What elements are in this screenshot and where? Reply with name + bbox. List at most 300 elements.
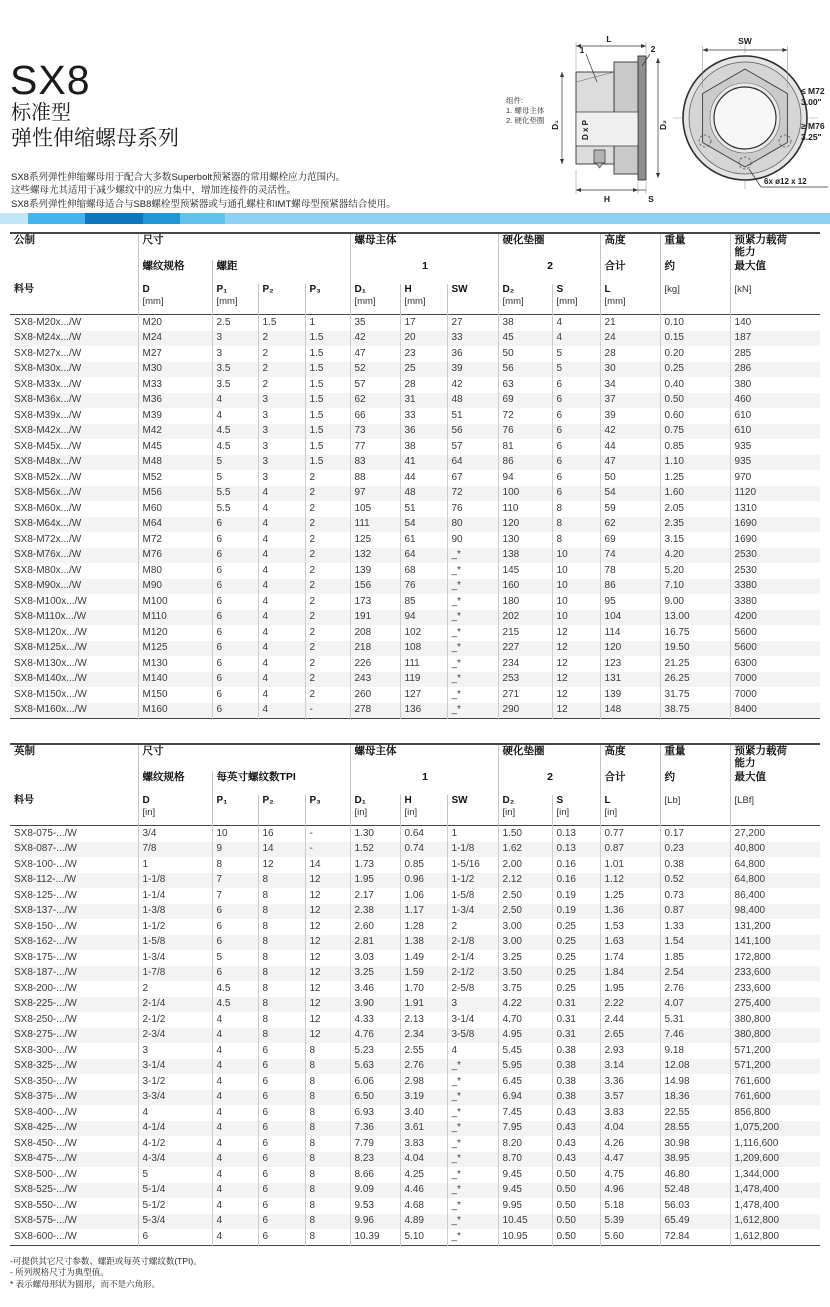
part-number-cell: SX8-450-.../W <box>14 1137 77 1149</box>
value-cell: 9.00 <box>660 594 730 610</box>
value-cell: 6 <box>552 455 600 471</box>
value-cell: 3.5 <box>212 362 258 378</box>
part-number-cell: SX8-M120x.../W <box>14 626 87 638</box>
value-cell: 2.98 <box>400 1074 447 1090</box>
table-row <box>10 362 820 378</box>
value-cell: 9.95 <box>498 1198 552 1214</box>
value-cell: 1-1/4 <box>138 888 212 904</box>
value-cell: 5.10 <box>400 1229 447 1245</box>
column-header: SW <box>447 795 498 826</box>
table-row <box>10 842 820 858</box>
group-header-washer: 硬化垫圈 <box>498 233 600 260</box>
value-cell: 44 <box>600 439 660 455</box>
value-cell: 1.06 <box>400 888 447 904</box>
value-cell: 136 <box>400 703 447 719</box>
value-cell: 52 <box>350 362 400 378</box>
value-cell: 36 <box>400 424 447 440</box>
value-cell: 1-5/8 <box>447 888 498 904</box>
value-cell: 1,612,800 <box>730 1214 820 1230</box>
value-cell: 1.54 <box>660 935 730 951</box>
sub-header-washer-num: 2 <box>498 771 600 795</box>
value-cell: 1 <box>305 315 350 331</box>
value-cell: 6 <box>552 393 600 409</box>
value-cell: _* <box>447 1214 498 1230</box>
value-cell: 2530 <box>730 563 820 579</box>
value-cell: 4.22 <box>498 997 552 1013</box>
sub-header-empty <box>10 260 138 284</box>
value-cell: 0.50 <box>552 1229 600 1245</box>
value-cell: - <box>305 703 350 719</box>
value-cell: 2.50 <box>498 888 552 904</box>
value-cell: 12 <box>305 888 350 904</box>
value-cell: M64 <box>138 517 212 533</box>
part-number-cell: SX8-M36x.../W <box>14 394 82 406</box>
column-header: H [in] <box>400 795 447 826</box>
value-cell: 19.50 <box>660 641 730 657</box>
table-row <box>10 997 820 1013</box>
value-cell: 3380 <box>730 579 820 595</box>
value-cell: 4 <box>258 672 305 688</box>
value-cell: 5 <box>552 346 600 362</box>
value-cell: M20 <box>138 315 212 331</box>
value-cell: 33 <box>400 408 447 424</box>
value-cell: 4 <box>258 548 305 564</box>
value-cell: _* <box>447 1136 498 1152</box>
value-cell: 7.46 <box>660 1028 730 1044</box>
value-cell: 8.23 <box>350 1152 400 1168</box>
value-cell: 5600 <box>730 641 820 657</box>
value-cell: 1-5/8 <box>138 935 212 951</box>
value-cell: _* <box>447 548 498 564</box>
value-cell: 1.25 <box>660 470 730 486</box>
value-cell: 1.5 <box>305 455 350 471</box>
value-cell: _* <box>447 703 498 719</box>
value-cell: 90 <box>447 532 498 548</box>
sub-header-thread-spec: 螺纹规格 <box>138 771 212 795</box>
value-cell: 6 <box>212 656 258 672</box>
value-cell: 3.83 <box>400 1136 447 1152</box>
value-cell: 2-5/8 <box>447 981 498 997</box>
value-cell: 0.38 <box>552 1074 600 1090</box>
value-cell: 39 <box>600 408 660 424</box>
value-cell: 1.59 <box>400 966 447 982</box>
value-cell: M130 <box>138 656 212 672</box>
value-cell: 110 <box>498 501 552 517</box>
value-cell: 76 <box>400 579 447 595</box>
table-row <box>10 486 820 502</box>
value-cell: _* <box>447 1152 498 1168</box>
value-cell: 138 <box>498 548 552 564</box>
value-cell: 42 <box>350 331 400 347</box>
value-cell: 0.43 <box>552 1105 600 1121</box>
value-cell: 4.25 <box>400 1167 447 1183</box>
group-header-weight: 重量 <box>660 233 730 260</box>
value-cell: 1690 <box>730 532 820 548</box>
value-cell: 935 <box>730 439 820 455</box>
value-cell: 0.38 <box>552 1059 600 1075</box>
value-cell: 8 <box>305 1043 350 1059</box>
value-cell: 131 <box>600 672 660 688</box>
value-cell: 8 <box>552 532 600 548</box>
value-cell: 180 <box>498 594 552 610</box>
column-header: P₁ <box>212 795 258 826</box>
value-cell: 4 <box>552 331 600 347</box>
value-cell: 191 <box>350 610 400 626</box>
value-cell: 8 <box>305 1152 350 1168</box>
value-cell: 69 <box>600 532 660 548</box>
value-cell: 0.50 <box>552 1167 600 1183</box>
value-cell: 140 <box>730 315 820 331</box>
value-cell: 30.98 <box>660 1136 730 1152</box>
column-header: D [in] <box>138 795 212 826</box>
value-cell: _* <box>447 579 498 595</box>
value-cell: 2.93 <box>600 1043 660 1059</box>
value-cell: 4 <box>212 1214 258 1230</box>
value-cell: 31 <box>400 393 447 409</box>
value-cell: 44 <box>400 470 447 486</box>
value-cell: 4 <box>212 1152 258 1168</box>
value-cell: 120 <box>600 641 660 657</box>
value-cell: 8 <box>305 1214 350 1230</box>
value-cell: 45 <box>498 331 552 347</box>
value-cell: 285 <box>730 346 820 362</box>
value-cell: 6.94 <box>498 1090 552 1106</box>
value-cell: 6 <box>212 672 258 688</box>
value-cell: 2.00 <box>498 857 552 873</box>
dim-label-d1: D₁ <box>550 120 560 130</box>
value-cell: 1-3/4 <box>447 904 498 920</box>
footnote-line: - 所列规格尺寸为典型值。 <box>10 1267 109 1277</box>
part-number-cell: SX8-M39x.../W <box>14 409 82 421</box>
legend-title: 组件: <box>506 96 524 105</box>
value-cell: 21.25 <box>660 656 730 672</box>
value-cell: 2 <box>305 548 350 564</box>
page-subtitle-type: 标准型 <box>11 102 71 124</box>
value-cell: 2.22 <box>600 997 660 1013</box>
value-cell: 234 <box>498 656 552 672</box>
value-cell: 2530 <box>730 548 820 564</box>
part-number-cell: SX8-M125x.../W <box>14 642 87 654</box>
value-cell: 145 <box>498 563 552 579</box>
value-cell: 95 <box>600 594 660 610</box>
value-cell: 130 <box>498 532 552 548</box>
value-cell: 5-1/4 <box>138 1183 212 1199</box>
brand-bar-segment <box>225 213 830 224</box>
value-cell: 1.5 <box>305 362 350 378</box>
value-cell: 33 <box>447 331 498 347</box>
group-header-weight: 重量 <box>660 744 730 771</box>
value-cell: 9.45 <box>498 1183 552 1199</box>
value-cell: 76 <box>498 424 552 440</box>
value-cell: 7.36 <box>350 1121 400 1137</box>
value-cell: 0.38 <box>660 857 730 873</box>
value-cell: 4.26 <box>600 1136 660 1152</box>
value-cell: 1-3/4 <box>138 950 212 966</box>
value-cell: M27 <box>138 346 212 362</box>
sub-header-nut-body-num: 1 <box>350 771 498 795</box>
value-cell: 1.5 <box>305 439 350 455</box>
dim-label-sw: SW <box>738 36 752 46</box>
description-line: SX8系列弹性伸缩螺母适合与SB8螺栓型预紧器或与通孔螺柱和IMT螺母型预紧器结合使用。 <box>11 198 396 210</box>
page-title: SX8 <box>10 57 91 103</box>
value-cell: 2.81 <box>350 935 400 951</box>
value-cell: 31.75 <box>660 687 730 703</box>
value-cell: 61 <box>400 532 447 548</box>
value-cell: 8 <box>552 501 600 517</box>
value-cell: M110 <box>138 610 212 626</box>
value-cell: 4 <box>258 501 305 517</box>
value-cell: 2 <box>305 532 350 548</box>
value-cell: 3.83 <box>600 1105 660 1121</box>
value-cell: 3.75 <box>498 981 552 997</box>
sub-header-max: 最大值 <box>730 771 820 795</box>
column-header: SW <box>447 284 498 315</box>
value-cell: _* <box>447 641 498 657</box>
value-cell: 4.47 <box>600 1152 660 1168</box>
column-header: [kg] <box>660 284 730 315</box>
value-cell: 10 <box>552 579 600 595</box>
value-cell: 0.43 <box>552 1136 600 1152</box>
value-cell: 57 <box>447 439 498 455</box>
table-row <box>10 532 820 548</box>
value-cell: 0.16 <box>552 873 600 889</box>
value-cell: 12 <box>305 966 350 982</box>
value-cell: 243 <box>350 672 400 688</box>
value-cell: _* <box>447 1074 498 1090</box>
value-cell: 6 <box>258 1214 305 1230</box>
sub-header-tpi: 每英寸螺纹数TPI <box>212 771 350 795</box>
value-cell: 8.66 <box>350 1167 400 1183</box>
value-cell: 1-3/8 <box>138 904 212 920</box>
value-cell: 3.00 <box>498 919 552 935</box>
value-cell: M150 <box>138 687 212 703</box>
table-row <box>10 548 820 564</box>
value-cell: 0.75 <box>660 424 730 440</box>
table-row <box>10 1028 820 1044</box>
value-cell: 2.13 <box>400 1012 447 1028</box>
value-cell: 1-1/8 <box>447 842 498 858</box>
value-cell: 233,600 <box>730 981 820 997</box>
value-cell: 6 <box>212 563 258 579</box>
value-cell: 4200 <box>730 610 820 626</box>
value-cell: 4 <box>258 625 305 641</box>
value-cell: 160 <box>498 579 552 595</box>
value-cell: 935 <box>730 455 820 471</box>
value-cell: 7.45 <box>498 1105 552 1121</box>
value-cell: 3 <box>258 393 305 409</box>
value-cell: 21 <box>600 315 660 331</box>
value-cell: 6 <box>552 439 600 455</box>
value-cell: 4.33 <box>350 1012 400 1028</box>
value-cell: 761,600 <box>730 1074 820 1090</box>
value-cell: 13.00 <box>660 610 730 626</box>
brand-bar-segment <box>143 213 180 224</box>
value-cell: 36 <box>447 346 498 362</box>
value-cell: M30 <box>138 362 212 378</box>
value-cell: 2.44 <box>600 1012 660 1028</box>
column-header: P₃ <box>305 284 350 315</box>
value-cell: 86,400 <box>730 888 820 904</box>
value-cell: 108 <box>400 641 447 657</box>
value-cell: 3.61 <box>400 1121 447 1137</box>
value-cell: 8 <box>305 1198 350 1214</box>
table-row <box>10 408 820 424</box>
part-number-cell: SX8-M130x.../W <box>14 657 87 669</box>
value-cell: 1-1/8 <box>138 873 212 889</box>
column-header-row <box>10 284 820 315</box>
value-cell: 1.30 <box>350 826 400 842</box>
group-header-preload: 预紧力载荷能力 <box>730 233 820 260</box>
value-cell: 119 <box>400 672 447 688</box>
value-cell: 57 <box>350 377 400 393</box>
value-cell: 0.52 <box>660 873 730 889</box>
table-row <box>10 315 820 331</box>
value-cell: 2 <box>305 687 350 703</box>
value-cell: 0.15 <box>660 331 730 347</box>
value-cell: M72 <box>138 532 212 548</box>
value-cell: M120 <box>138 625 212 641</box>
value-cell: 141,100 <box>730 935 820 951</box>
value-cell: 380 <box>730 377 820 393</box>
value-cell: 2 <box>305 563 350 579</box>
value-cell: 0.19 <box>552 888 600 904</box>
note-small-inch: 3.00" <box>801 97 822 107</box>
value-cell: 0.74 <box>400 842 447 858</box>
value-cell: 24 <box>600 331 660 347</box>
value-cell: 4.96 <box>600 1183 660 1199</box>
value-cell: 1.5 <box>305 331 350 347</box>
value-cell: 202 <box>498 610 552 626</box>
value-cell: M45 <box>138 439 212 455</box>
part-number-cell: SX8-575-.../W <box>14 1215 77 1227</box>
value-cell: 4 <box>212 1059 258 1075</box>
product-description <box>11 171 396 212</box>
value-cell: 12 <box>305 904 350 920</box>
value-cell: 100 <box>498 486 552 502</box>
value-cell: 12 <box>552 687 600 703</box>
value-cell: 3.50 <box>498 966 552 982</box>
value-cell: 5.5 <box>212 501 258 517</box>
legend-item: 1. 螺母主体 <box>506 106 545 115</box>
page-subtitle-series: 弹性伸缩螺母系列 <box>11 127 179 150</box>
value-cell: 12.08 <box>660 1059 730 1075</box>
value-cell: 5.5 <box>212 486 258 502</box>
value-cell: 35 <box>350 315 400 331</box>
value-cell: 8 <box>258 950 305 966</box>
value-cell: 8 <box>258 873 305 889</box>
value-cell: 6 <box>258 1152 305 1168</box>
part-number-cell: SX8-M110x.../W <box>14 611 87 623</box>
value-cell: 0.50 <box>552 1183 600 1199</box>
value-cell: 6 <box>552 470 600 486</box>
value-cell: 5.31 <box>660 1012 730 1028</box>
value-cell: 2.76 <box>660 981 730 997</box>
value-cell: 6 <box>212 919 258 935</box>
value-cell: 54 <box>600 486 660 502</box>
table-row <box>10 1229 820 1245</box>
value-cell: 10 <box>552 548 600 564</box>
value-cell: 73 <box>350 424 400 440</box>
value-cell: 0.23 <box>660 842 730 858</box>
value-cell: 2 <box>305 470 350 486</box>
value-cell: 5.20 <box>660 563 730 579</box>
value-cell: 4.5 <box>212 424 258 440</box>
table-row <box>10 563 820 579</box>
value-cell: 12 <box>305 919 350 935</box>
value-cell: 5 <box>212 950 258 966</box>
value-cell: 104 <box>600 610 660 626</box>
value-cell: 4.04 <box>400 1152 447 1168</box>
part-number-cell: SX8-225-.../W <box>14 998 77 1010</box>
value-cell: 8 <box>305 1229 350 1245</box>
value-cell: 5 <box>212 455 258 471</box>
value-cell: 278 <box>350 703 400 719</box>
sub-header-nut-body-num: 1 <box>350 260 498 284</box>
value-cell: 0.10 <box>660 315 730 331</box>
value-cell: 26.25 <box>660 672 730 688</box>
value-cell: 8 <box>258 904 305 920</box>
value-cell: 1.70 <box>400 981 447 997</box>
value-cell: 0.50 <box>552 1198 600 1214</box>
brand-bar-segment <box>28 213 85 224</box>
table-row <box>10 1121 820 1137</box>
table-row <box>10 703 820 719</box>
value-cell: 0.87 <box>600 842 660 858</box>
value-cell: _* <box>447 1059 498 1075</box>
value-cell: 0.25 <box>552 919 600 935</box>
value-cell: 1.52 <box>350 842 400 858</box>
value-cell: 1.95 <box>350 873 400 889</box>
imperial-spec-table <box>10 743 820 1246</box>
table-row <box>10 826 820 842</box>
value-cell: 571,200 <box>730 1043 820 1059</box>
value-cell: 2 <box>258 346 305 362</box>
value-cell: 3.46 <box>350 981 400 997</box>
footnote-line: -可提供其它尺寸参数、螺距或每英寸螺纹数(TPI)。 <box>10 1255 202 1266</box>
brand-bar-segment <box>0 213 28 224</box>
value-cell: 8.20 <box>498 1136 552 1152</box>
value-cell: 4 <box>212 1229 258 1245</box>
column-header: S [mm] <box>552 284 600 315</box>
front-view <box>673 36 828 192</box>
value-cell: 6 <box>552 408 600 424</box>
value-cell: 5-1/2 <box>138 1198 212 1214</box>
value-cell: 2.50 <box>498 904 552 920</box>
table-row <box>10 625 820 641</box>
value-cell: 28.55 <box>660 1121 730 1137</box>
value-cell: 173 <box>350 594 400 610</box>
note-large-inch: 3.25" <box>801 132 822 142</box>
value-cell: 16 <box>258 826 305 842</box>
part-number-cell: SX8-M24x.../W <box>14 332 82 344</box>
value-cell: 27 <box>447 315 498 331</box>
table-row <box>10 470 820 486</box>
value-cell: 148 <box>600 703 660 719</box>
value-cell: 1.74 <box>600 950 660 966</box>
brand-gradient-bar <box>0 213 830 224</box>
value-cell: 1.17 <box>400 904 447 920</box>
value-cell: 208 <box>350 625 400 641</box>
value-cell: 1.49 <box>400 950 447 966</box>
value-cell: 12 <box>552 641 600 657</box>
value-cell: 6 <box>212 703 258 719</box>
value-cell: _* <box>447 1121 498 1137</box>
column-header: P₂ <box>258 284 305 315</box>
value-cell: 2 <box>447 919 498 935</box>
value-cell: 0.31 <box>552 1028 600 1044</box>
column-header: [Lb] <box>660 795 730 826</box>
value-cell: 14 <box>305 857 350 873</box>
